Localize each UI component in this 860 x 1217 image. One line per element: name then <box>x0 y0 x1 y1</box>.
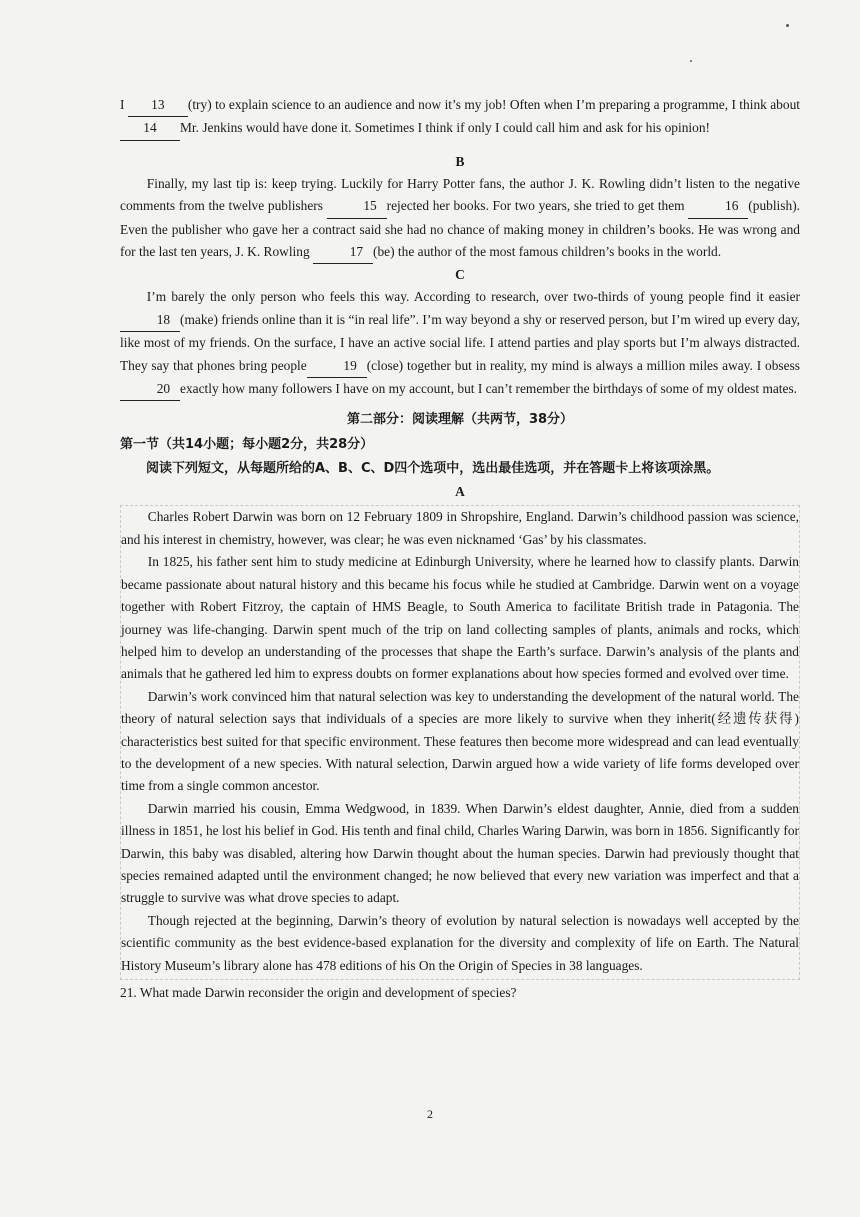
page-content <box>120 94 800 1004</box>
scan-speck <box>786 24 789 27</box>
paragraph: Though rejected at the beginning, Darwin’s theory of evolution by natural selection is nowadays well accepted by the scientific community as the best evidence-based explanation for the diversity and complexity of life on Earth. The Natural History Museum’s library alone has 478 editions of his On the Origin of Species in 38 languages. <box>121 912 799 973</box>
blank-15: 15 <box>327 195 387 218</box>
paragraph: Darwin married his cousin, Emma Wedgwood, in 1839. When Darwin’s eldest daughter, Annie, died from a sudden illness in 1851, he lost his belief in God. His tenth and final child, Charles Waring Darwin, was born in 1856. Significantly for Darwin, this baby was disabled, altering how Darwin thought about the human species. Darwin had previously thought that species remained adapted until the environment changed; he now believed that every new variation was imperfect and that a struggle to survive was what drove species to adapt. <box>121 800 799 906</box>
reading-passage-a-letter: A <box>455 484 465 500</box>
passage-c: I’m barely the only person who feels this way. According to research, over two-thirds of young people find it easier18 (make) friends online than it is “in real life”. I’m way beyond a shy or reserved person, but I’m wired up every day, like most of my friends. On the surface, I have an active social life. I attend parties and play sports but I’m always distracted. They say that phones bring people 19 (close) together but in reality, my mind is always a million miles away. I obsess20 exactly how many followers I have on my account, but I can’t remember the birthdays of some of my oldest mates. <box>120 286 800 401</box>
passage-b: Finally, my last tip is: keep trying. Luckily for Harry Potter fans, the author J. K. Rowling didn’t listen to the negative comments from the twelve publishers 15 rejected her books. For two years, she tried to get them 16 (publish). Even the publisher who gave her a contract said she had no chance of making money in children’s books. He was wrong and for the last ten years, J. K. Rowling 17 (be) the author of the most famous children’s books in the world. <box>120 173 800 265</box>
reading-passage-a <box>120 505 800 980</box>
passage-b-letter: B <box>455 153 465 169</box>
blank-13: 13 <box>128 94 188 117</box>
blank-16: 16 <box>688 195 748 218</box>
instruction: 阅读下列短文，从每题所给的A、B、C、D四个选项中，选出最佳选项，并在答题卡上将该项涂黑。 <box>146 461 720 477</box>
blank-20: 20 <box>120 378 180 401</box>
question-21: 21. What made Darwin reconsider the origin and development of species? <box>120 985 517 1000</box>
blank-14: 14 <box>120 117 180 140</box>
section-one-heading: 第一节（共14小题；每小题2分，共28分） <box>120 437 374 453</box>
page-number: 2 <box>427 1107 433 1121</box>
part-two-title: 第二部分：阅读理解（共两节，38分） <box>346 412 574 428</box>
blank-19: 19 <box>307 355 367 378</box>
passage-c-letter: C <box>455 267 465 283</box>
paragraph: In 1825, his father sent him to study medicine at Edinburgh University, where he learned how to classify plants. Darwin became passionate about natural history and this became his focus while he studied at Cambridge. Darwin went on a voyage together with Robert Fitzroy, the captain of HMS Beagle, to South America to facilitate British trade in Patagonia. The journey was life-changing. Darwin spent much of the trip on land collecting samples of plants, animals and rocks, which helped him to develop an understanding of the processes that shape the Earth’s surface. Darwin’s analysis of the plants and animals that he gathered led him to express doubts on former explanations about how species formed and evolved over time. <box>121 554 799 682</box>
paragraph: Charles Robert Darwin was born on 12 February 1809 in Shropshire, England. Darwin’s childhood passion was science, and his interest in chemistry, however, was clear; he was even nicknamed ‘Gas’ by his classmates. <box>121 509 799 547</box>
blank-17: 17 <box>313 241 373 264</box>
scan-speck <box>690 60 692 62</box>
paragraph: Darwin’s work convinced him that natural selection was key to understanding the development of the natural world. The theory of natural selection says that individuals of a species are more likely to survive when they inherit(经遗传获得) characteristics best suited for that specific environment. These features then become more widespread and can lead eventually to the development of a new species. With natural selection, Darwin argued how a wide variety of life forms developed over time from a single common ancestor. <box>121 688 799 794</box>
passage-a-tail: I 13 (try) to explain science to an audience and now it’s my job! Often when I’m preparing a programme, I think about 14 Mr. Jenkins would have done it. Sometimes I think if only I could call him and ask for his opinion! <box>120 94 800 141</box>
blank-18: 18 <box>120 309 180 332</box>
